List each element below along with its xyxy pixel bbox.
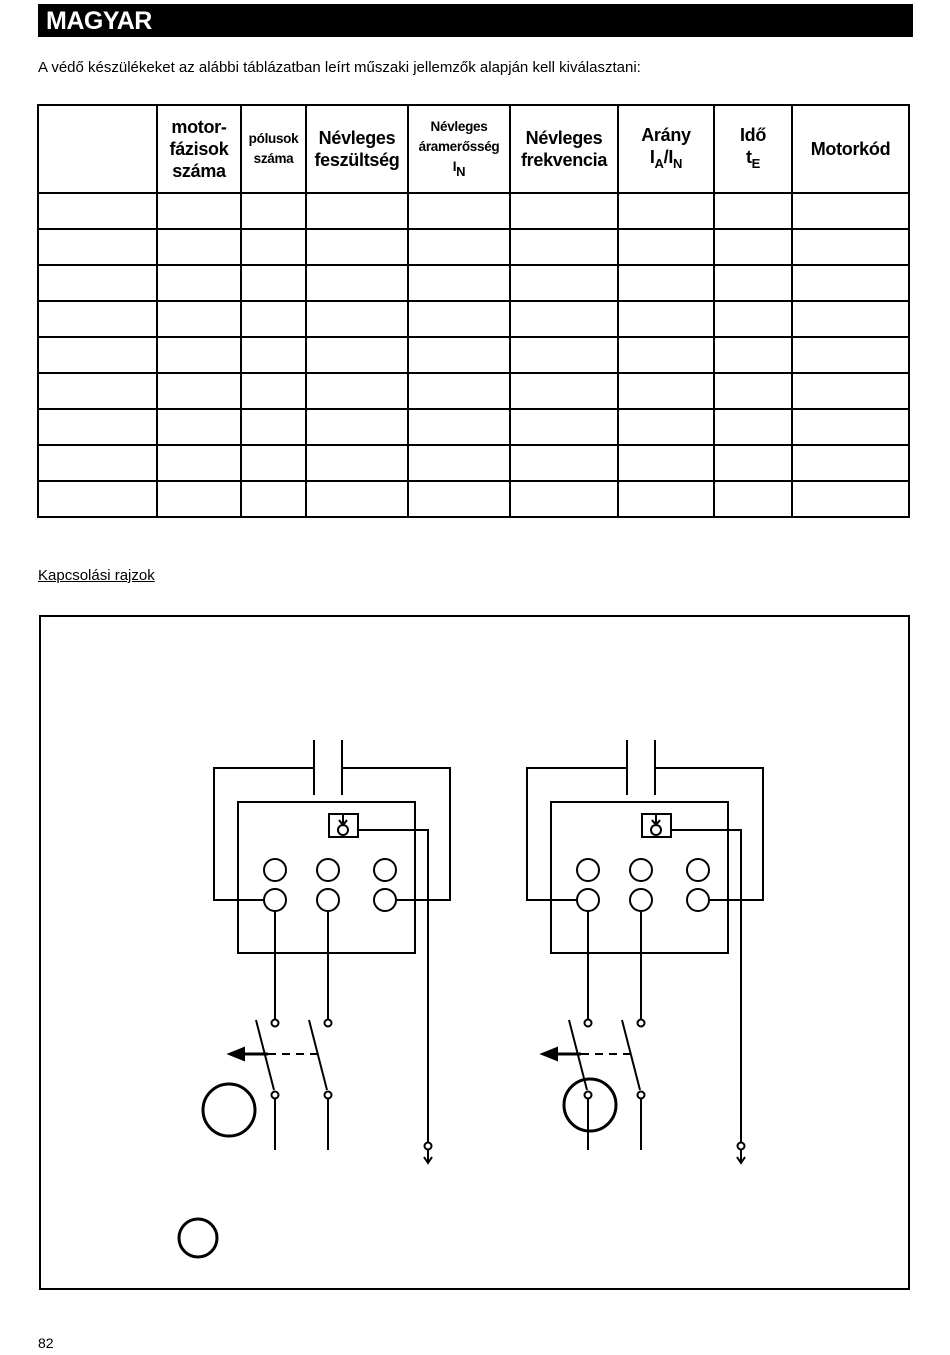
header-motor-code: Motorkód — [792, 105, 909, 193]
page-number: 82 — [38, 1335, 54, 1351]
language-banner: MAGYAR — [38, 4, 913, 37]
header-current: Névleges áramerősség IN — [408, 105, 510, 193]
header-ratio: Arány $I_A/I_N$ — [618, 105, 714, 193]
motor-circle-icon — [203, 1084, 255, 1136]
header-phases: motor- fázisok száma — [157, 105, 241, 193]
header-frequency: Névleges frekvencia — [510, 105, 618, 193]
diagram-figure-left — [214, 740, 450, 1163]
header-poles: pólusok száma — [241, 105, 306, 193]
header-voltage: Névleges feszültség — [306, 105, 408, 193]
intro-text: A védő készülékeket az alábbi táblázatban leírt műszaki jellemzők alapján kell kiválasztani: — [38, 59, 641, 76]
header-time: Idő $t_E$ — [714, 105, 792, 193]
legend-circle-icon — [179, 1219, 217, 1257]
motor-circle-icon — [564, 1079, 616, 1131]
diagram-figure-right — [527, 740, 763, 1163]
section-title: Kapcsolási rajzok — [38, 567, 155, 584]
